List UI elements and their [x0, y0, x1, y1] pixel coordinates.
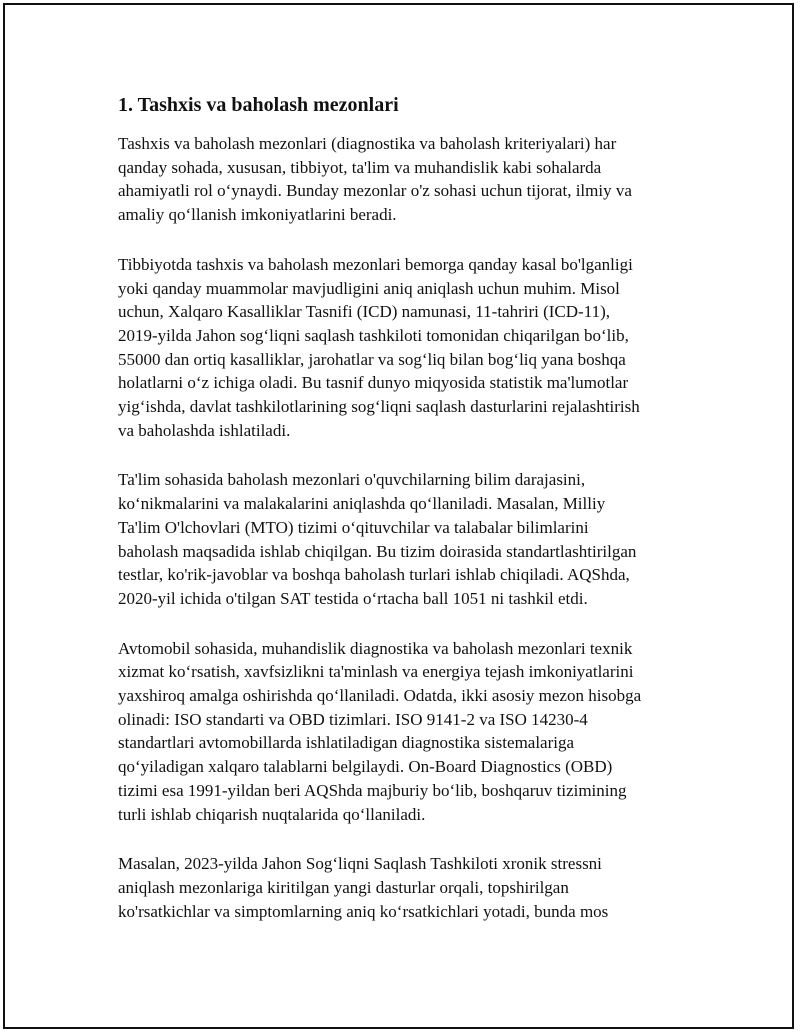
- text-line: qanday sohada, xususan, tibbiyot, ta'lim va muhandislik kabi sohalarda: [118, 157, 602, 177]
- text-line: olinadi: ISO standarti va OBD tizimlari. ISO 9141-2 va ISO 14230-4: [118, 709, 588, 729]
- text-line: Tashxis va baholash mezonlari (diagnostika va baholash kriteriyalari) har: [118, 134, 617, 153]
- document-body: [118, 92, 698, 949]
- text-line: holatlarni oʻz ichiga oladi. Bu tasnif dunyo miqyosida statistik ma'lumotlar: [118, 373, 629, 393]
- text-line: 2020-yil ichida o'tilgan SAT testida oʻrtacha ball 1051 ni tashkil etdi.: [118, 588, 588, 608]
- paragraph: [118, 132, 698, 227]
- text-line: yoki qanday muammolar mavjudligini aniq aniqlash uchun muhim. Misol: [118, 278, 620, 298]
- text-line: yaxshiroq amalga oshirishda qoʻllaniladi. Odatda, ikki asosiy mezon hisobga: [118, 686, 642, 706]
- text-line: uchun, Xalqaro Kasalliklar Tasnifi (ICD) namunasi, 11-tahriri (ICD-11),: [118, 302, 610, 322]
- text-line: aniqlash mezonlariga kiritilgan yangi dasturlar orqali, topshirilgan: [118, 877, 569, 897]
- text-line: 2019-yilda Jahon sogʻliqni saqlash tashkiloti tomonidan chiqarilgan boʻlib,: [118, 325, 629, 345]
- text-line: va baholashda ishlatiladi.: [118, 420, 291, 440]
- paragraph: [118, 468, 698, 610]
- text-line: xizmat koʻrsatish, xavfsizlikni ta'minlash va energiya tejash imkoniyatlarini: [118, 662, 634, 682]
- text-line: Avtomobil sohasida, muhandislik diagnostika va baholash mezonlari texnik: [118, 638, 633, 658]
- text-line: Ta'lim sohasida baholash mezonlari o'quvchilarning bilim darajasini,: [118, 470, 586, 490]
- text-line: turli ishlab chiqarish nuqtalarida qoʻllaniladi.: [118, 804, 426, 824]
- text-line: tizimi esa 1991-yildan beri AQShda majburiy boʻlib, boshqaruv tizimining: [118, 780, 627, 800]
- text-line: qoʻyiladigan xalqaro talablarni belgilaydi. On-Board Diagnostics (OBD): [118, 757, 613, 777]
- text-line: testlar, ko'rik-javoblar va boshqa baholash turlari ishlab chiqiladi. AQShda,: [118, 565, 630, 585]
- text-line: Ta'lim O'lchovlari (MTO) tizimi oʻqituvchilar va talabalar bilimlarini: [118, 517, 589, 537]
- text-line: standartlari avtomobillarda ishlatiladigan diagnostika sistemalariga: [118, 733, 575, 753]
- paragraph-list: [118, 132, 698, 923]
- text-line: ahamiyatli rol oʻynaydi. Bunday mezonlar o'z sohasi uchun tijorat, ilmiy va: [118, 181, 632, 201]
- text-line: yigʻishda, davlat tashkilotlarining sogʻliqni saqlash dasturlarini rejalashtirish: [118, 397, 640, 417]
- section-heading: 1. Tashxis va baholash mezonlari: [118, 94, 399, 116]
- text-line: koʻnikmalarini va malakalarini aniqlashda qoʻllaniladi. Masalan, Milliy: [118, 494, 606, 514]
- text-line: ko'rsatkichlar va simptomlarning aniq koʻrsatkichlari yotadi, bunda mos: [118, 901, 609, 921]
- text-line: amaliy qoʻllanish imkoniyatlarini beradi.: [118, 205, 397, 225]
- paragraph: [118, 852, 698, 923]
- text-line: Tibbiyotda tashxis va baholash mezonlari bemorga qanday kasal bo'lganligi: [118, 254, 633, 274]
- paragraph: [118, 253, 698, 443]
- text-line: 55000 dan ortiq kasalliklar, jarohatlar va sogʻliq bilan bogʻliq yana boshqa: [118, 349, 626, 369]
- paragraph: [118, 637, 698, 827]
- text-line: Masalan, 2023-yilda Jahon Sogʻliqni Saqlash Tashkiloti xronik stressni: [118, 854, 602, 874]
- text-line: baholash maqsadida ishlab chiqilgan. Bu tizim doirasida standartlashtirilgan: [118, 541, 637, 561]
